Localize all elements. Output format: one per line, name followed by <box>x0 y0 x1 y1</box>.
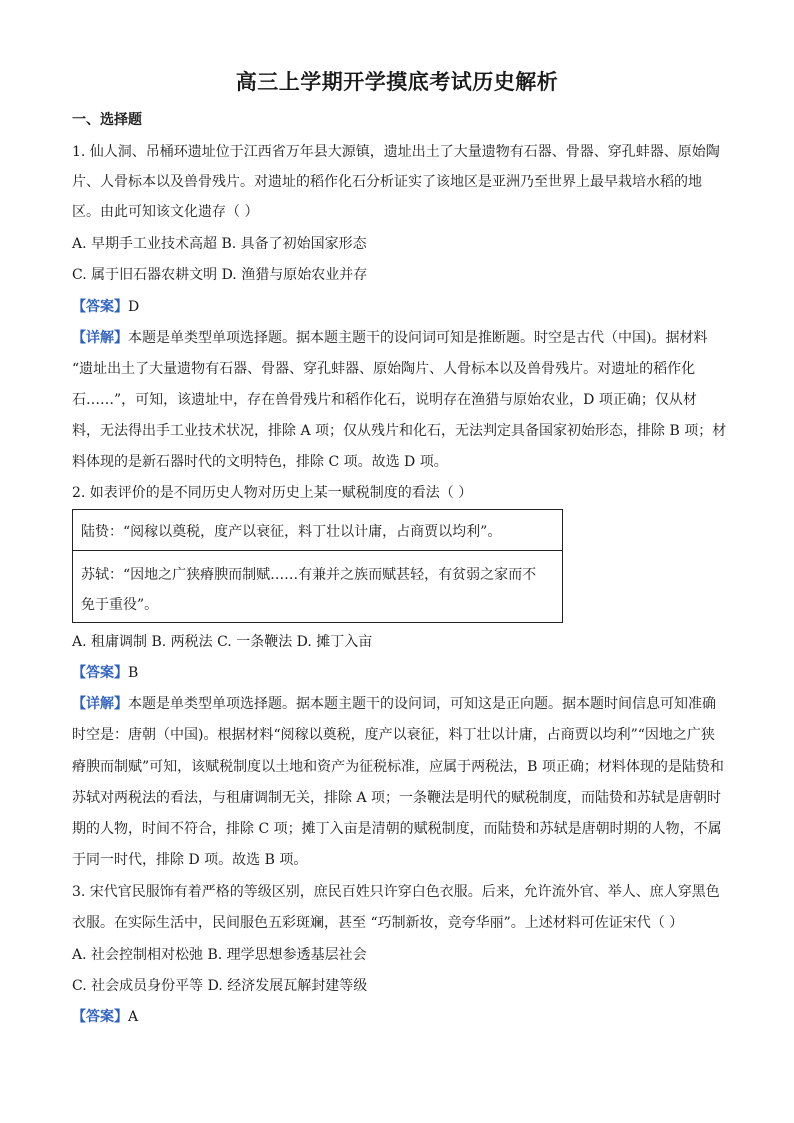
q1-stem-line-3: 区。由此可知该文化遗存（ ） <box>72 204 259 220</box>
q2-table-row-su-shi-line-2: 免于重役”。 <box>81 597 159 613</box>
q2-detail-line-3: 瘠腴而制赋”可知，该赋税制度以土地和资产为征税标准，应属于两税法，B 项正确；材料体现的是陆贽和 <box>72 759 724 775</box>
q2-answer <box>72 662 732 682</box>
section-heading: 一、选择题 <box>72 112 142 128</box>
q1-detail-line-5: 料体现的是新石器时代的文明特色，排除 C 项。故选 D 项。 <box>72 454 448 470</box>
q2-quote-table <box>72 509 563 623</box>
q2-table-row-su-shi-line-1: 苏轼：“因地之广狭瘠腴而制赋……有兼并之族而赋甚轻，有贫弱之家而不 <box>81 567 537 583</box>
q1-answer <box>72 296 732 316</box>
q1-detail-line-2: “遗址出土了大量遗物有石器、骨器、穿孔蚌器、原始陶片、人骨标本以及兽骨残片。对遗址的稻作化 <box>72 361 696 377</box>
answer-tag: 【答案】 <box>72 1009 128 1025</box>
q1-detail-line-1 <box>72 327 732 347</box>
q2-detail-line-1 <box>72 693 732 713</box>
q1-detail-line-3: 石……”，可知，该遗址中，存在兽骨残片和稻作化石，说明存在渔猎与原始农业，D 项正确；仅从材 <box>72 392 697 408</box>
answer-value: A <box>128 1009 139 1025</box>
detail-text: 本题是单类型单项选择题。据本题主题干的设问词，可知这是正向题。据本题时间信息可知准确 <box>128 696 716 712</box>
answer-tag: 【答案】 <box>72 299 128 315</box>
q1-detail-line-4: 料，无法得出手工业技术状况，排除 A 项；仅从残片和化石，无法判定具备国家初始形态，排除 B 项；材 <box>72 423 727 439</box>
detail-tag: 【详解】 <box>72 330 128 346</box>
answer-value: D <box>128 299 140 315</box>
q2-table-row-lu-zhi: 陆贽：“阅稼以奠税，度产以衰征，料丁壮以计庸，占商贾以均利”。 <box>81 524 502 540</box>
q2-stem: 2. 如表评价的是不同历史人物对历史上某一赋税制度的看法（ ） <box>72 485 473 501</box>
q3-stem-line-2: 衣服。在实际生活中，民间服色五彩斑斓，甚至 “巧制新妆，竞夸华丽”。上述材料可佐证宋代（ ） <box>72 915 684 931</box>
detail-tag: 【详解】 <box>72 696 128 712</box>
table-divider <box>73 550 562 551</box>
q2-detail-line-4: 苏轼对两税法的看法，与租庸调制无关，排除 A 项；一条鞭法是明代的赋税制度，而陆贽和苏轼是唐朝时 <box>72 790 722 806</box>
q2-options: A. 租庸调制 B. 两税法 C. 一条鞭法 D. 摊丁入亩 <box>72 634 373 650</box>
answer-value: B <box>128 665 139 681</box>
answer-tag: 【答案】 <box>72 665 128 681</box>
q3-options-cd: C. 社会成员身份平等 D. 经济发展瓦解封建等级 <box>72 978 368 994</box>
q1-options-ab: A. 早期手工业技术高超 B. 具备了初始国家形态 <box>72 236 367 252</box>
q3-options-ab: A. 社会控制相对松弛 B. 理学思想参透基层社会 <box>72 947 367 963</box>
detail-text: 本题是单类型单项选择题。据本题主题干的设问词可知是推断题。时空是古代（中国)。据材料 <box>128 330 708 346</box>
q3-answer <box>72 1006 732 1026</box>
q1-stem-line-1: 1. 仙人洞、吊桶环遗址位于江西省万年县大源镇，遗址出土了大量遗物有石器、骨器、穿孔蚌器、原始陶 <box>72 144 720 160</box>
q1-options-cd: C. 属于旧石器农耕文明 D. 渔猎与原始农业并存 <box>72 267 368 283</box>
q2-detail-line-6: 于同一时代，排除 D 项。故选 B 项。 <box>72 852 308 868</box>
q1-stem-line-2: 片、人骨标本以及兽骨残片。对遗址的稻作化石分析证实了该地区是亚洲乃至世界上最早栽培水稻的地 <box>72 174 702 190</box>
q2-detail-line-2: 时空是：唐朝（中国)。根据材料“阅稼以奠税，度产以衰征，料丁壮以计庸，占商贾以均利”“因地之广狭 <box>72 727 715 743</box>
q3-stem-line-1: 3. 宋代官民服饰有着严格的等级区别，庶民百姓只许穿白色衣服。后来，允许流外官、举人、庶人穿黑色 <box>72 884 720 900</box>
document-title: 高三上学期开学摸底考试历史解析 <box>235 69 559 94</box>
q2-detail-line-5: 期的人物，时间不符合，排除 C 项；摊丁入亩是清朝的赋税制度，而陆贽和苏轼是唐朝时期的人物，不属 <box>72 821 722 837</box>
